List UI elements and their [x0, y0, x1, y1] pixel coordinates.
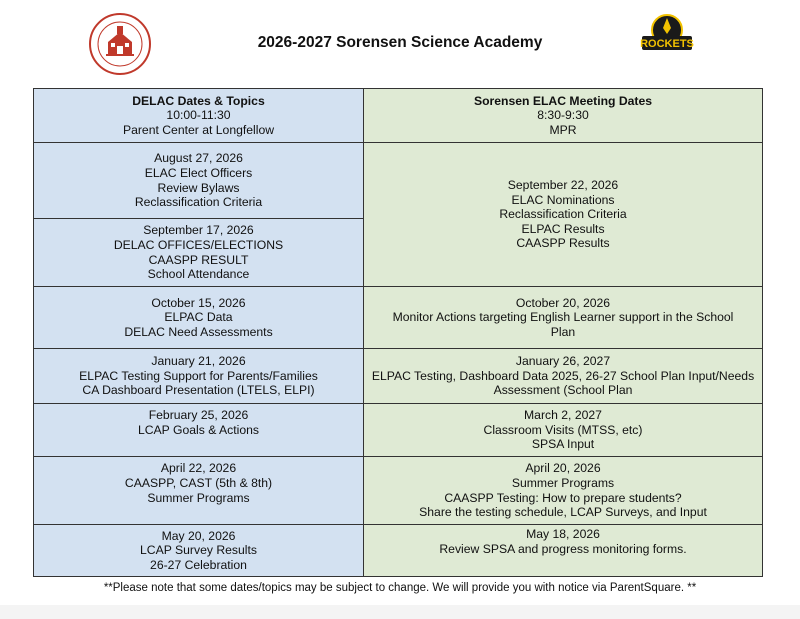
delac-meeting-topic: DELAC OFFICES/ELECTIONS: [113, 237, 284, 252]
delac-meeting-date: May 20, 2026: [161, 528, 236, 543]
delac-meeting-cell: [34, 219, 364, 287]
elac-meeting-date: October 20, 2026: [515, 295, 611, 310]
elac-meeting-cell: [364, 143, 763, 287]
meeting-schedule-table: [33, 88, 763, 577]
elac-meeting-date: September 22, 2026: [507, 178, 619, 193]
page-bottom-band: [0, 605, 800, 619]
elac-meeting-date: April 20, 2026: [525, 461, 601, 476]
elac-meeting-topic: ELAC Nominations: [511, 192, 615, 207]
delac-meeting-topic: ELAC Elect Officers: [144, 165, 253, 180]
elac-meeting-topic: Review SPSA and progress monitoring forms.: [439, 541, 687, 556]
delac-meeting-topic: Review Bylaws: [157, 180, 240, 195]
delac-meeting-topic: School Attendance: [147, 267, 250, 282]
delac-meeting-cell: [34, 349, 364, 404]
svg-text:ROCKETS: ROCKETS: [640, 38, 694, 50]
page-title: 2026-2027 Sorensen Science Academy: [257, 34, 543, 51]
elac-meeting-topic: Summer Programs: [511, 475, 615, 490]
delac-header-cell: [34, 89, 364, 143]
delac-meeting-cell: [34, 287, 364, 349]
elac-meeting-topic: ELPAC Testing, Dashboard Data 2025, 26-27 School Plan Input/Needs: [371, 368, 755, 383]
delac-meeting-date: January 21, 2026: [151, 354, 246, 369]
delac-meeting-topic: DELAC Need Assessments: [124, 324, 273, 339]
delac-meeting-topic: Summer Programs: [147, 490, 250, 505]
elac-meeting-date: March 2, 2027: [524, 408, 602, 423]
elac-meeting-topic: SPSA Input: [531, 437, 595, 452]
delac-meeting-topic: ELPAC Testing Support for Parents/Families: [79, 368, 318, 383]
elac-header-location: MPR: [549, 122, 577, 137]
delac-meeting-topic: CA Dashboard Presentation (LTELS, ELPI): [82, 383, 315, 398]
schedule-change-note: **Please note that some dates/topics may be subject to change. We will provide you with notice via ParentSquare. **: [103, 582, 697, 594]
elac-meeting-cell: [364, 404, 763, 457]
elac-meeting-topic: CAASPP Results: [516, 236, 610, 251]
delac-meeting-cell: [34, 457, 364, 525]
delac-meeting-topic: 26-27 Celebration: [150, 557, 247, 572]
elac-meeting-topic: Assessment (School Plan: [493, 383, 633, 398]
delac-meeting-date: October 15, 2026: [151, 295, 246, 310]
delac-header-title: DELAC Dates & Topics: [132, 93, 265, 108]
delac-meeting-topic: CAASPP RESULT: [148, 252, 249, 267]
elac-meeting-cell: [364, 525, 763, 577]
elac-header-title: Sorensen ELAC Meeting Dates: [473, 93, 653, 108]
delac-meeting-topic: LCAP Goals & Actions: [137, 422, 260, 437]
delac-meeting-cell: [34, 143, 364, 219]
delac-meeting-topic: ELPAC Data: [164, 310, 233, 325]
elac-meeting-topic: Plan: [550, 324, 576, 339]
delac-meeting-topic: LCAP Survey Results: [140, 543, 257, 558]
delac-meeting-topic: Reclassification Criteria: [134, 195, 263, 210]
delac-meeting-date: August 27, 2026: [154, 151, 243, 166]
elac-meeting-cell: [364, 457, 763, 525]
delac-meeting-cell: [34, 525, 364, 577]
elac-meeting-topic: Classroom Visits (MTSS, etc): [483, 422, 643, 437]
elac-header-time: 8:30-9:30: [537, 108, 589, 123]
elac-meeting-topic: CAASPP Testing: How to prepare students?: [444, 490, 682, 505]
elac-meeting-topic: Share the testing schedule, LCAP Surveys, and Input: [419, 505, 707, 520]
delac-meeting-topic: CAASPP, CAST (5th & 8th): [124, 475, 273, 490]
delac-meeting-date: April 22, 2026: [160, 461, 237, 476]
elac-meeting-topic: Monitor Actions targeting English Learner support in the School: [392, 310, 734, 325]
elac-meeting-cell: [364, 349, 763, 404]
delac-meeting-date: February 25, 2026: [148, 408, 249, 423]
elac-meeting-topic: ELPAC Results: [521, 221, 605, 236]
delac-meeting-cell: [34, 404, 364, 457]
delac-header-time: 10:00-11:30: [166, 108, 231, 123]
elac-meeting-cell: [364, 287, 763, 349]
delac-header-location: Parent Center at Longfellow: [122, 122, 275, 137]
elac-meeting-date: January 26, 2027: [515, 354, 611, 369]
elac-header-cell: [364, 89, 763, 143]
delac-meeting-date: September 17, 2026: [143, 223, 254, 238]
elac-meeting-topic: Reclassification Criteria: [499, 207, 627, 222]
elac-meeting-date: May 18, 2026: [526, 527, 600, 541]
